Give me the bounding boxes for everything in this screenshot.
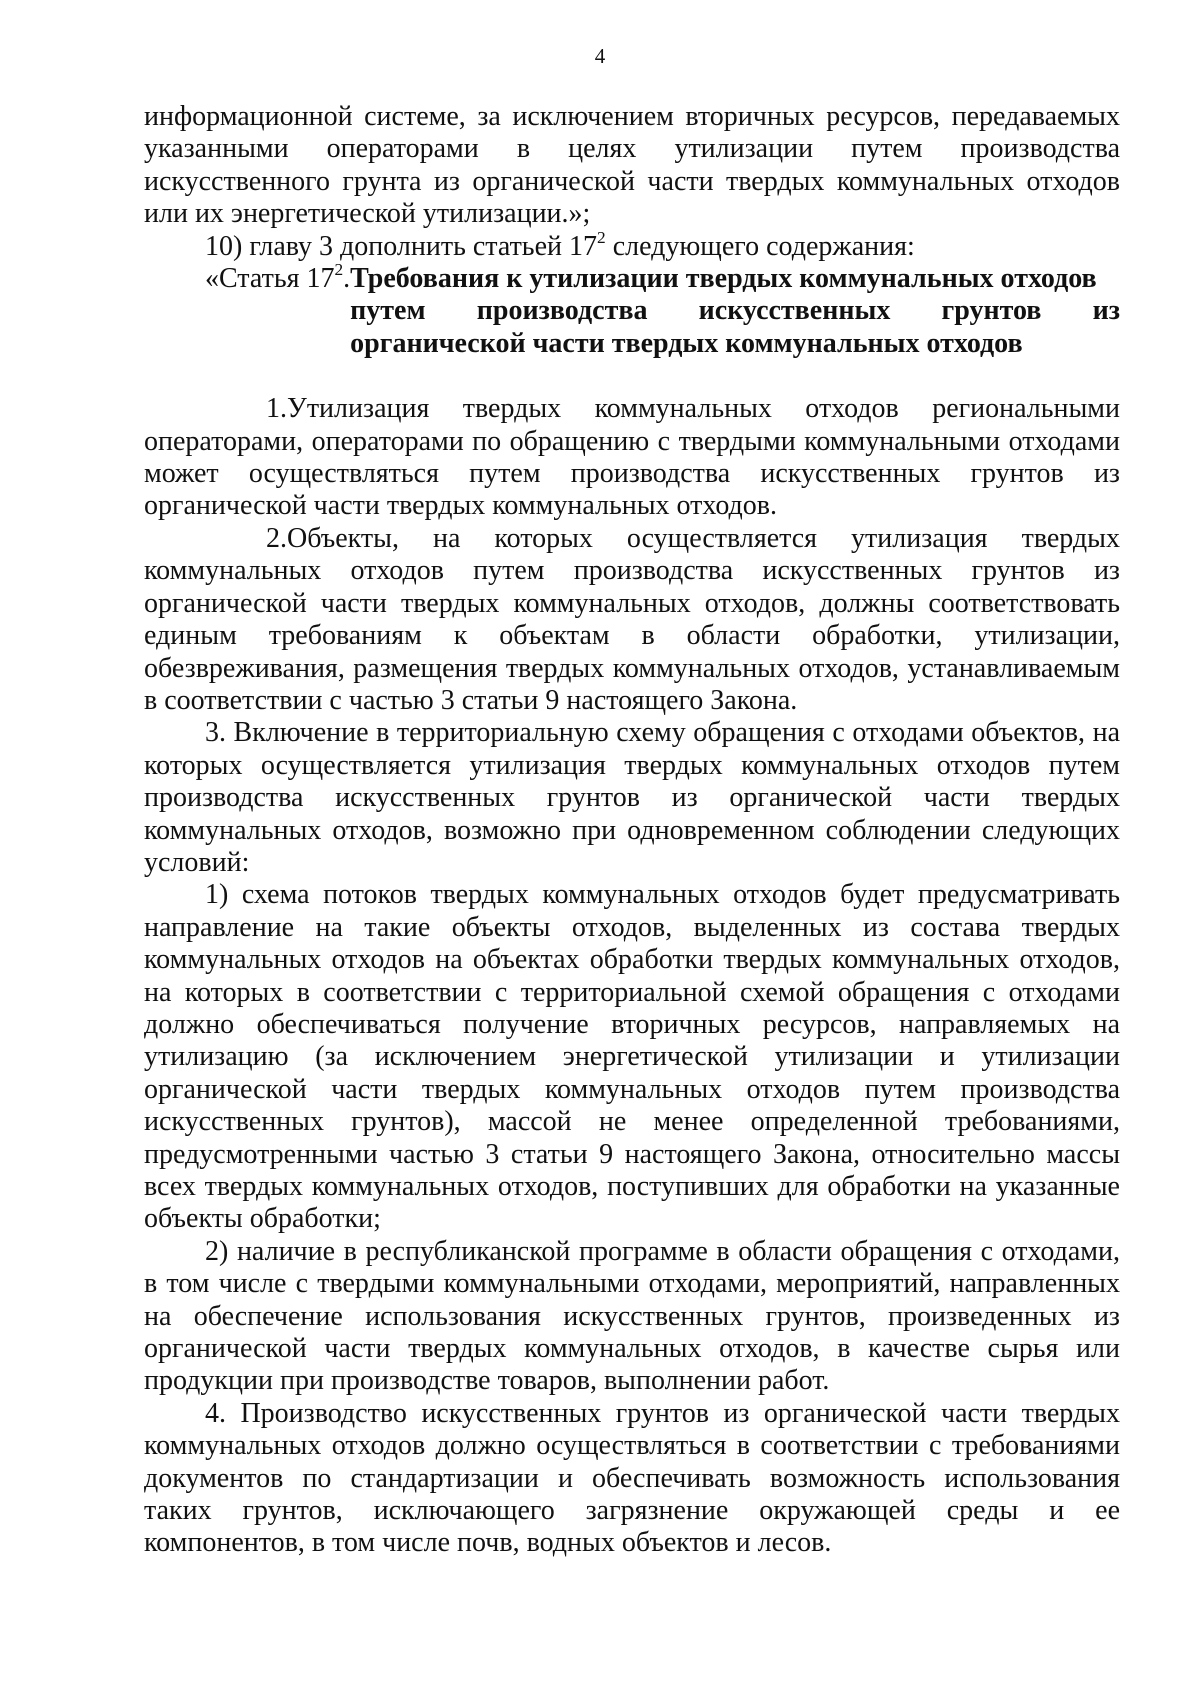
page-number: 4 bbox=[594, 44, 606, 68]
paragraph-3-subitem-1: 1) схема потоков твердых коммунальных отходов будет предусматривать направление на такие объекты отходов, выделенных из состава твердых коммунальных отходов на объектах обработки твердых коммунальных отходов, на которых в соответствии с территориальной схемой обращения с отходами должно обеспечиваться получение вторичных ресурсов, направляемых на утилизацию (за исключением энергетической утилизации и утилизации органической части твердых коммунальных отходов путем производства искусственных грунтов), массой не менее определенной требованиями, предусмотренными частью 3 статьи 9 настоящего Закона, относительно массы всех твердых коммунальных отходов, поступивших для обработки на указанные объекты обработки; bbox=[144, 879, 1120, 1235]
article-number-end: . bbox=[343, 263, 351, 295]
paragraph-2-number: 2. bbox=[266, 522, 287, 554]
article-number-superscript: 2 bbox=[334, 259, 344, 279]
heading-spacer bbox=[144, 360, 1120, 393]
document-body bbox=[144, 101, 1120, 1560]
paragraph-1 bbox=[144, 393, 1120, 523]
paragraph-3-subitem-2: 2) наличие в республиканской программе в области обращения с отходами, в том числе с твердыми коммунальными отходами, мероприятий, направленных на обеспечение использования искусственных грунтов, произведенных из органической части твердых коммунальных отходов, в качестве сырья или продукции при производстве товаров, выполнении работ. bbox=[144, 1235, 1120, 1397]
intro-paragraph: информационной системе, за исключением вторичных ресурсов, передаваемых указанными операторами в целях утилизации путем производства искусственного грунта из органической части твердых коммунальных отходов или их энергетической утилизации.»; bbox=[144, 101, 1120, 230]
paragraph-1-number: 1. bbox=[266, 393, 287, 425]
paragraph-3: 3. Включение в территориальную схему обращения с отходами объектов, на которых осуществляется утилизация твердых коммунальных отходов путем производства искусственных грунтов из органической части твердых коммунальных отходов, возможно при одновременном соблюдении следующих условий: bbox=[144, 717, 1120, 878]
amendment-item-10 bbox=[144, 227, 1120, 263]
article-number-text: «Статья 17 bbox=[205, 263, 335, 295]
article-title-line-3: органической части твердых коммунальных отходов bbox=[350, 327, 1023, 359]
item-10-superscript: 2 bbox=[597, 227, 606, 247]
article-number bbox=[205, 259, 351, 295]
article-heading bbox=[144, 259, 1120, 360]
article-title-line-2: путем производства искусственных грунтов из bbox=[350, 295, 1120, 327]
article-title bbox=[350, 263, 1120, 360]
paragraph-2-text: Объекты, на которых осуществляется утилизация твердых коммунальных отходов путем производства искусственных грунтов из органической части твердых коммунальных отходов, должны соответствовать единым требованиям к объектам в области обработки, утилизации, обезвреживания, размещения твердых коммунальных отходов, устанавливаемым в соответствии с частью 3 статьи 9 настоящего Закона. bbox=[144, 522, 1120, 716]
article-title-line-1: Требования к утилизации твердых коммунальных отходов bbox=[350, 263, 1097, 295]
paragraph-4: 4. Производство искусственных грунтов из органической части твердых коммунальных отходов должно осуществляться в соответствии с требованиями документов по стандартизации и обеспечивать возможность использования таких грунтов, исключающего загрязнение окружающей среды и ее компонентов, в том числе почв, водных объектов и лесов. bbox=[144, 1397, 1120, 1559]
paragraph-2 bbox=[144, 523, 1120, 717]
item-10-text-end: следующего содержания: bbox=[605, 230, 915, 262]
paragraph-1-text: Утилизация твердых коммунальных отходов региональными операторами, операторами по обращению с твердыми коммунальными отходами может осуществляться путем производства искусственных грунтов из органической части твердых коммунальных отходов. bbox=[144, 393, 1120, 522]
item-10-text: 10) главу 3 дополнить статьей 17 bbox=[205, 230, 597, 262]
